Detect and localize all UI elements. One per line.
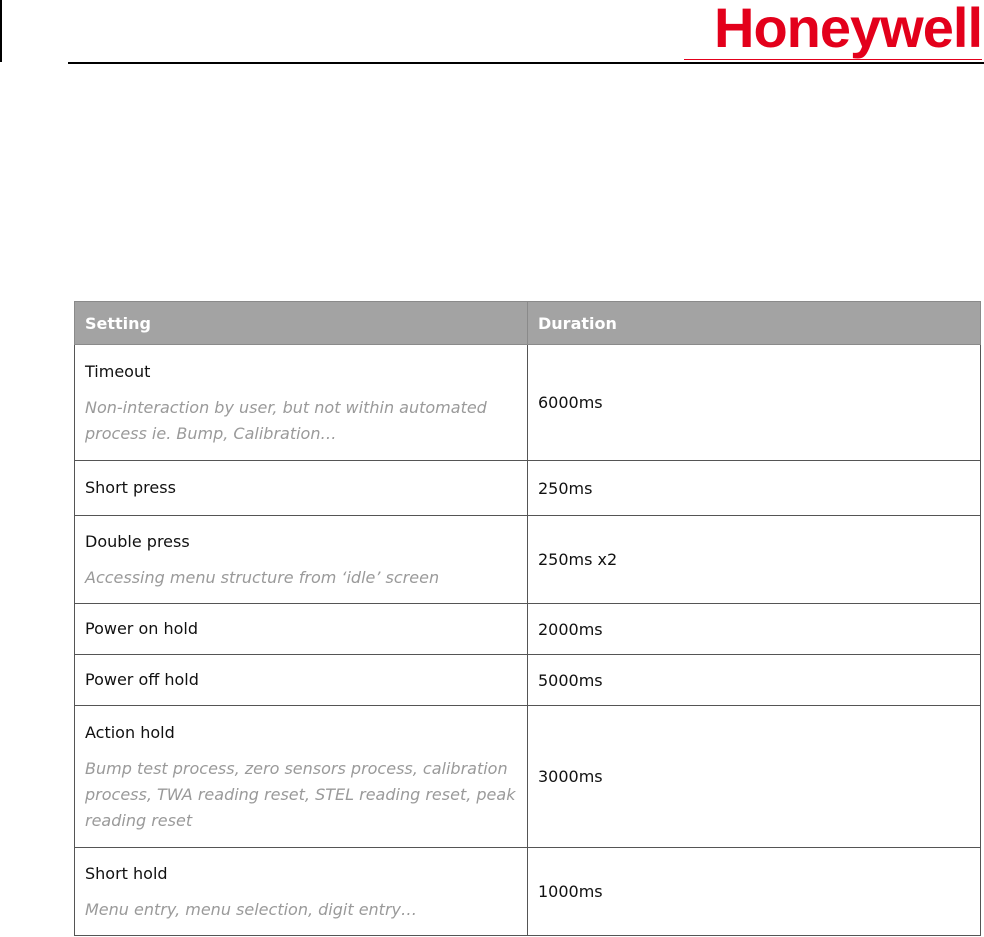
- setting-name: Timeout: [85, 361, 151, 381]
- setting-description: Non-interaction by user, but not within automated process ie. Bump, Calibration…: [85, 397, 487, 443]
- setting-name: Double press: [85, 531, 190, 551]
- setting-name: Power off hold: [85, 670, 199, 689]
- table-row: [75, 848, 981, 936]
- honeywell-logo: Honeywell: [714, 0, 982, 59]
- settings-table: [74, 301, 981, 936]
- setting-cell: [75, 516, 528, 604]
- setting-cell: [75, 848, 528, 936]
- duration-cell: 2000ms: [528, 604, 981, 655]
- table-row: [75, 516, 981, 604]
- duration-cell: 250ms: [528, 461, 981, 516]
- setting-cell: [75, 461, 528, 516]
- logo-underline: [684, 59, 982, 60]
- column-header-setting: Setting: [75, 302, 528, 345]
- setting-description: Accessing menu structure from ‘idle’ screen: [85, 567, 440, 587]
- setting-name: Short press: [85, 478, 176, 497]
- setting-cell: [75, 655, 528, 706]
- setting-name: Power on hold: [85, 619, 199, 638]
- setting-cell: [75, 706, 528, 848]
- header-divider: [68, 62, 984, 64]
- setting-name: Short hold: [85, 863, 168, 883]
- duration-cell: 5000ms: [528, 655, 981, 706]
- setting-description: Menu entry, menu selection, digit entry…: [85, 899, 417, 919]
- duration-cell: 1000ms: [528, 848, 981, 936]
- column-header-duration: Duration: [528, 302, 981, 345]
- duration-cell: 6000ms: [528, 345, 981, 461]
- table-row: [75, 604, 981, 655]
- table-row: [75, 706, 981, 848]
- setting-cell: [75, 604, 528, 655]
- table-row: [75, 461, 981, 516]
- duration-cell: 250ms x2: [528, 516, 981, 604]
- table-row: [75, 655, 981, 706]
- table-row: [75, 345, 981, 461]
- setting-description: Bump test process, zero sensors process, calibration process, TWA reading reset, STEL reading reset, peak reading reset: [85, 758, 516, 830]
- duration-cell: 3000ms: [528, 706, 981, 848]
- margin-bar: [0, 0, 2, 62]
- setting-cell: [75, 345, 528, 461]
- table-header-row: [75, 302, 981, 345]
- setting-name: Action hold: [85, 722, 175, 742]
